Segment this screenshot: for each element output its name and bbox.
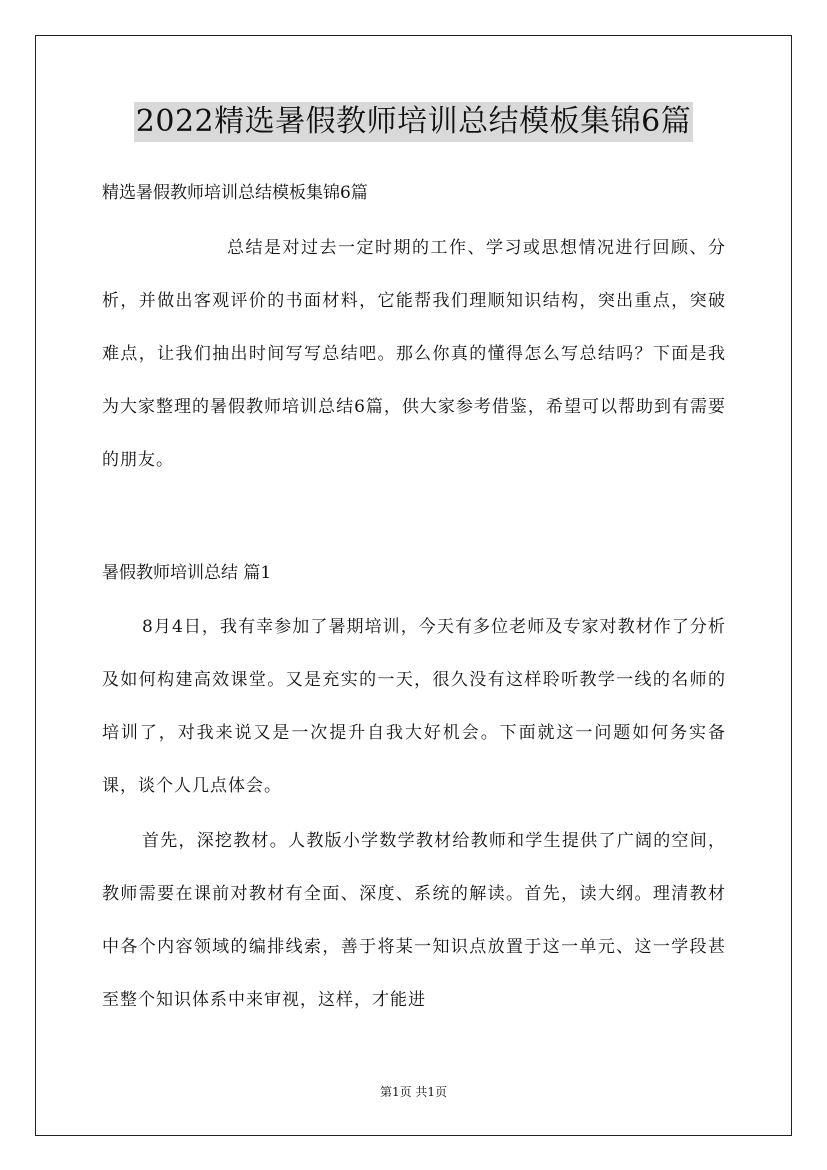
intro-paragraph: 总结是对过去一定时期的工作、学习或思想情况进行回顾、分析，并做出客观评价的书面材料，它能帮我们理顺知识结构，突出重点，突破难点，让我们抽出时间写写总结吧。那么你真的懂得怎么写总结吗？下面是我为大家整理的暑假教师培训总结6篇，供大家参考借鉴，希望可以帮助到有需要的朋友。: [102, 238, 726, 470]
document-title: 2022精选暑假教师培训总结模板集锦6篇: [134, 102, 693, 142]
page-footer: 第1页 共1页: [379, 1085, 448, 1099]
title-container: [0, 102, 827, 142]
body-paragraph-1: 8月4日，我有幸参加了暑期培训，今天有多位老师及专家对教材作了分析及如何构建高效课堂。又是充实的一天，很久没有这样聆听教学一线的名师的培训了，对我来说又是一次提升自我大好机会。下面就这一问题如何务实备课，谈个人几点体会。: [102, 617, 726, 796]
section-heading: 暑假教师培训总结 篇1: [102, 563, 272, 583]
document-subtitle: 精选暑假教师培训总结模板集锦6篇: [102, 183, 368, 203]
body-paragraph-2: 首先，深挖教材。人教版小学数学教材给教师和学生提供了广阔的空间，教师需要在课前对教材有全面、深度、系统的解读。首先，读大纲。理清教材中各个内容领域的编排线索，善于将某一知识点放置于这一单元、这一学段甚至整个知识体系中来审视，这样，才能进: [102, 831, 726, 1010]
